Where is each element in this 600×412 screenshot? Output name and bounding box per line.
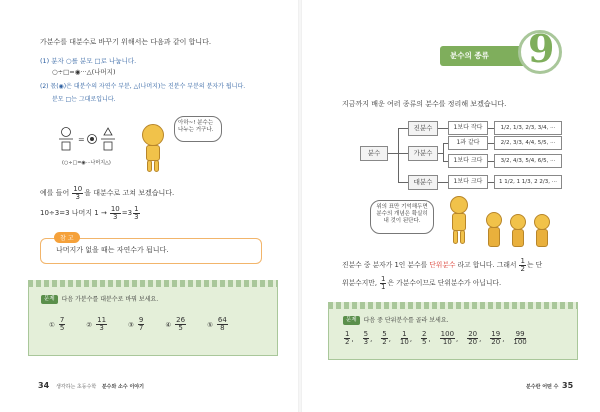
connector — [443, 143, 444, 161]
problem-num: 26 — [176, 316, 186, 324]
problem-header-right — [343, 316, 449, 325]
right-page — [300, 0, 600, 412]
fraction-den: 2 — [345, 338, 350, 346]
comma: , — [502, 334, 505, 343]
problem-item — [86, 317, 108, 332]
problem-num: 64 — [217, 316, 227, 324]
conversion-diagram-svg — [56, 124, 126, 160]
step-2: (2) 몫(◉)은 대분수의 자연수 부분, △(나머지)는 진분수 부분의 분자가 됩니다. — [40, 83, 246, 90]
speech-bubble: 아하~! 분수는 나누는 거구나. — [174, 116, 222, 142]
student-head — [510, 214, 526, 230]
page-number-left: 34 — [38, 381, 50, 390]
examples-box: 3/2, 4/3, 5/4, 6/5, ··· — [494, 154, 562, 168]
problem-item — [49, 317, 66, 332]
connector — [398, 153, 408, 154]
student-character — [532, 214, 552, 248]
example-prefix: 예를 들어 — [40, 188, 70, 197]
rule-box: 1보다 작다 — [448, 121, 488, 135]
problem-number: ① — [49, 320, 55, 329]
fraction-option — [343, 331, 354, 346]
paragraph-line-1 — [342, 258, 542, 273]
student-body — [488, 227, 500, 247]
problem-list — [49, 317, 229, 332]
connector — [438, 182, 448, 183]
para1-a: 진분수 중 분자가 1인 분수를 — [342, 261, 428, 270]
root-box: 분수 — [360, 146, 388, 161]
connector — [398, 128, 408, 129]
para1-c: 라고 합니다. 그래서 — [457, 261, 517, 270]
teacher-bubble: 위의 표만 기억해두면 분수의 개념은 확실히 내 것이 된단다. — [370, 200, 434, 234]
type-box: 진분수 — [408, 121, 438, 136]
footer-right — [526, 383, 558, 390]
fraction-option — [362, 331, 373, 346]
fraction-den: 100 — [513, 338, 527, 346]
footer-small: 생각하는 초등수학 — [56, 384, 97, 390]
student-character — [508, 214, 528, 248]
fraction — [363, 331, 369, 346]
fraction-den: 5 — [422, 338, 427, 346]
problem-num: 11 — [97, 316, 107, 324]
problem-badge: 문제 — [41, 295, 58, 304]
rule-box: 1보다 크다 — [448, 175, 488, 189]
footer-left — [56, 383, 144, 390]
student-head — [486, 212, 502, 228]
step-1: (1) 분자 ○를 분모 □로 나눕니다. — [40, 57, 137, 65]
paragraph-line-2 — [342, 276, 501, 291]
problem-item — [207, 317, 229, 332]
comma: , — [370, 334, 373, 343]
fraction — [440, 331, 455, 346]
problem-fraction — [138, 317, 144, 332]
fraction-num: 100 — [440, 330, 455, 338]
footer-title-left: 분수와 소수 이야기 — [101, 384, 144, 390]
teacher-body — [452, 213, 466, 231]
fraction-den: 2 — [382, 338, 387, 346]
fraction-den: 20 — [491, 338, 501, 346]
problem-den: 7 — [138, 324, 144, 332]
fraction-num: 99 — [515, 330, 525, 338]
svg-text:=: = — [78, 135, 85, 144]
calc-b: 10 — [110, 205, 120, 213]
connector — [438, 128, 448, 129]
fraction-option — [466, 331, 481, 346]
fraction-num: 19 — [491, 330, 501, 338]
example-fraction — [72, 186, 83, 201]
diagram-caption: (○÷□=◉···나머지△) — [62, 160, 111, 166]
connector — [388, 153, 398, 154]
student-body — [536, 229, 548, 247]
para-fraction — [380, 276, 386, 291]
boy-leg-right — [154, 160, 159, 172]
fraction — [490, 331, 501, 346]
step-1-formula: ○÷□=◉···△(나머지) — [52, 68, 116, 76]
teacher-leg — [460, 230, 465, 244]
chapter-title: 분수의 종류 — [450, 51, 489, 60]
student-body — [512, 229, 524, 247]
fraction-den: 3 — [363, 338, 369, 346]
fraction-option — [489, 331, 504, 346]
connector — [398, 128, 399, 182]
student-character — [484, 212, 504, 248]
fraction-num: 2 — [422, 330, 427, 338]
note-text: 나머지가 없을 때는 자연수가 됩니다. — [56, 246, 169, 254]
type-box: 대분수 — [408, 175, 438, 190]
fraction-option — [420, 331, 431, 346]
rule-box: 1보다 크다 — [448, 154, 488, 168]
footer-title-right: 분수란 어떤 수 — [526, 384, 559, 390]
calc-line — [40, 206, 141, 221]
comma: , — [409, 334, 413, 343]
fraction-num: 1 — [345, 330, 350, 338]
problem-header — [41, 295, 158, 304]
fraction-option — [399, 331, 412, 346]
problem-text: 다음 가분수를 대분수로 바꿔 보세요. — [61, 296, 159, 304]
comma: , — [428, 334, 431, 343]
para2-b: 은 가분수이므로 단위분수가 아닙니다. — [387, 279, 502, 288]
problem-fraction — [175, 317, 186, 332]
comma: , — [456, 334, 459, 343]
para-frac-den: 2 — [520, 265, 525, 273]
problem-number: ⑤ — [207, 320, 213, 329]
step-2-b: 분모 □는 그대로입니다. — [52, 96, 116, 103]
fraction — [421, 331, 427, 346]
fraction — [344, 331, 350, 346]
fraction — [400, 331, 409, 346]
problem-panel — [28, 286, 278, 356]
problem-number: ③ — [128, 320, 134, 329]
fraction-den: 10 — [399, 338, 409, 346]
problem-den: 3 — [99, 324, 104, 332]
examples-box: 2/2, 3/3, 4/4, 5/5, ··· — [494, 136, 562, 150]
problem-fraction — [96, 317, 107, 332]
fraction — [513, 331, 526, 346]
fraction-num: 5 — [382, 330, 387, 338]
calc-f: 3 — [134, 213, 139, 221]
problem-num: 9 — [138, 316, 144, 324]
example-frac-num: 10 — [73, 185, 83, 193]
problem-num: 7 — [59, 316, 65, 324]
calc-fraction — [110, 206, 121, 221]
intro-text: 가분수를 대분수로 바꾸기 위해서는 다음과 같이 합니다. — [40, 38, 212, 46]
problem-badge-right: 문제 — [343, 316, 360, 325]
teacher-character — [446, 196, 472, 246]
comma: , — [351, 334, 354, 343]
fraction-den: 10 — [442, 338, 452, 346]
para-frac-num: 1 — [520, 257, 525, 265]
connector — [398, 182, 408, 183]
student-head — [534, 214, 550, 230]
example-suffix: 을 대분수로 고쳐 보겠습니다. — [84, 188, 175, 197]
problem-fraction — [59, 317, 65, 332]
calc-a: 10÷3=3 나머지 1 → — [40, 208, 107, 217]
calc-e: 1 — [134, 205, 139, 213]
example-line — [40, 186, 174, 201]
para-fraction — [519, 258, 525, 273]
calc-d: =3 — [121, 208, 133, 217]
problem-den: 5 — [178, 324, 183, 332]
examples-box: 1/2, 1/3, 2/3, 3/4, ··· — [494, 121, 562, 135]
fraction-num: 1 — [402, 330, 407, 338]
fraction — [381, 331, 387, 346]
problem-item — [165, 317, 187, 332]
right-intro: 지금까지 배운 여러 종류의 분수를 정리해 보겠습니다. — [342, 100, 507, 108]
comma: , — [479, 334, 482, 343]
unit-fraction-term: 단위분수 — [429, 261, 456, 270]
type-box: 가분수 — [408, 146, 438, 161]
calc-c: 3 — [113, 213, 118, 221]
fraction-num: 5 — [363, 330, 369, 338]
conversion-diagram — [56, 124, 126, 160]
boy-head — [142, 124, 164, 146]
problem-den: 8 — [220, 324, 225, 332]
problem-number: ④ — [165, 320, 172, 329]
problem-fraction — [217, 317, 228, 332]
teacher-head — [450, 196, 468, 214]
chapter-number: 9 — [528, 26, 555, 71]
boy-body — [146, 145, 160, 161]
page-number-right: 35 — [562, 381, 574, 390]
rule-box: 1과 같다 — [448, 136, 488, 150]
calc-mixed-fraction — [133, 206, 139, 221]
fraction — [467, 331, 478, 346]
fraction-den: 20 — [468, 338, 478, 346]
example-frac-den: 3 — [75, 193, 80, 201]
problem-number: ② — [86, 320, 93, 329]
teacher-leg — [453, 230, 458, 244]
examples-box: 1 1/2, 1 1/3, 2 2/3, ··· — [494, 175, 562, 189]
fraction-option — [512, 331, 527, 346]
para-frac-num: 1 — [381, 275, 386, 283]
fraction-option — [380, 331, 391, 346]
para2-a: 위분수지만, — [342, 279, 377, 288]
boy-leg-left — [147, 160, 152, 172]
note-title: 참 고 — [54, 232, 80, 243]
problem-panel-right — [328, 308, 578, 360]
fraction-list — [343, 331, 528, 346]
problem-text-right: 다음 중 단위분수를 골라 보세요. — [363, 317, 449, 325]
boy-character — [138, 124, 168, 174]
problem-item — [128, 317, 145, 332]
para-frac-den: 1 — [381, 283, 386, 291]
comma: , — [388, 334, 391, 343]
problem-den: 5 — [59, 324, 65, 332]
fraction-num: 20 — [468, 330, 478, 338]
fraction-option — [439, 331, 459, 346]
para1-d: 는 단 — [526, 261, 543, 270]
